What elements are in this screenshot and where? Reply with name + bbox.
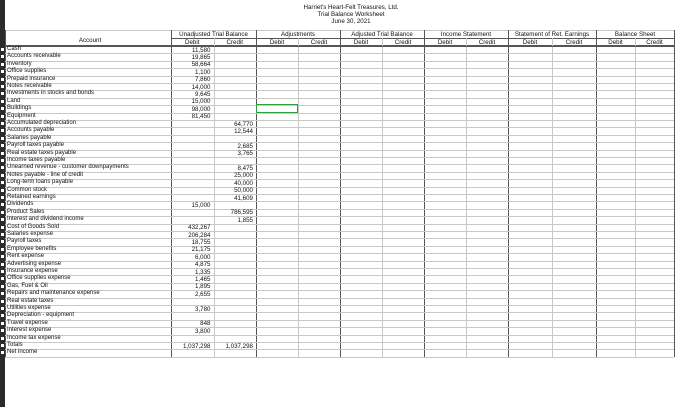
row-header-marker [1, 122, 4, 125]
unadjusted-credit-cell[interactable]: 64,770 [234, 120, 253, 128]
row-line [5, 253, 674, 254]
unadjusted-debit-cell[interactable]: 58,664 [191, 61, 211, 69]
row-header-marker [1, 218, 4, 221]
unadjusted-debit-cell[interactable]: 9,645 [195, 90, 211, 98]
row-header-marker [1, 322, 4, 325]
unadjusted-credit-cell[interactable]: 12,544 [234, 127, 253, 135]
credit-header: Credit [565, 38, 583, 46]
row-header-marker [1, 189, 4, 192]
account-name[interactable]: Buildings [7, 105, 32, 112]
row-header-marker [1, 233, 4, 236]
row-line [5, 231, 674, 232]
row-line [5, 150, 674, 151]
company-name: Harriet's Heart-Felt Treasures, Ltd. [303, 4, 399, 11]
unadjusted-debit-cell[interactable]: 1,100 [195, 68, 211, 76]
unadjusted-debit-cell[interactable]: 432,267 [188, 224, 211, 232]
row-line [5, 246, 674, 247]
row-header-marker [1, 277, 4, 280]
account-name[interactable]: Cash [7, 46, 22, 52]
row-line [5, 283, 674, 284]
account-name[interactable]: Insurance expense [7, 268, 58, 274]
account-name[interactable]: Travel expense [7, 319, 48, 326]
row-header-marker [1, 300, 4, 303]
row-line [5, 349, 674, 350]
account-name[interactable]: Investments in stocks and bonds [7, 90, 95, 97]
debit-header: Debit [608, 38, 623, 46]
row-header-marker [1, 337, 4, 340]
unadjusted-debit-cell[interactable]: 1,335 [195, 268, 211, 276]
unadjusted-debit-cell[interactable]: 1,895 [195, 283, 211, 291]
row-line [5, 342, 674, 343]
unadjusted-debit-cell[interactable]: 15,000 [191, 98, 211, 106]
unadjusted-debit-cell[interactable]: 848 [200, 320, 211, 328]
row-line [5, 298, 674, 299]
row-header-marker [1, 85, 4, 88]
row-header-marker [1, 314, 4, 317]
row-line [5, 53, 674, 54]
row-header-marker [1, 55, 4, 58]
row-header-marker [1, 292, 4, 295]
account-name[interactable]: Notes payable - line of credit [7, 171, 84, 178]
row-line [5, 187, 674, 188]
row-header-marker [1, 263, 4, 266]
account-name[interactable]: Prepaid insurance [7, 75, 56, 82]
account-name[interactable]: Totals [7, 342, 23, 348]
account-column-header: Account [78, 37, 102, 44]
unadjusted-debit-cell[interactable]: 81,450 [191, 113, 211, 121]
unadjusted-debit-cell[interactable]: 14,000 [191, 83, 211, 91]
unadjusted-debit-cell[interactable]: 1,465 [195, 275, 211, 283]
row-header-marker [1, 196, 4, 199]
row-header-marker [1, 174, 4, 177]
unadjusted-debit-cell[interactable]: 3,800 [195, 327, 211, 335]
row-line [5, 312, 674, 313]
account-name[interactable]: Cost of Goods Sold [7, 223, 60, 230]
row-header-marker [1, 115, 4, 118]
debit-header: Debit [353, 38, 369, 46]
unadjusted-debit-cell[interactable]: 21,175 [191, 246, 211, 254]
row-header-marker [1, 107, 4, 110]
row-line [5, 201, 674, 202]
debit-header: Debit [437, 38, 453, 46]
row-line [5, 135, 674, 136]
row-header-marker [1, 203, 4, 206]
row-line [5, 275, 674, 276]
account-name[interactable]: Inventory [7, 60, 32, 67]
unadjusted-debit-cell[interactable]: 3,780 [195, 305, 211, 313]
account-name[interactable]: Repairs and maintenance expense [7, 290, 100, 297]
debit-credit-divider [466, 38, 467, 357]
row-header-marker [1, 255, 4, 258]
row-header-marker [1, 307, 4, 310]
row-line [5, 290, 674, 291]
account-name[interactable]: Income tax expense [7, 334, 61, 341]
row-line [5, 90, 674, 91]
row-line [5, 320, 674, 321]
unadjusted-debit-cell[interactable]: 2,655 [195, 290, 211, 298]
unadjusted-credit-cell[interactable]: 41,609 [234, 194, 253, 202]
account-name[interactable]: Salaries expense [7, 231, 54, 237]
account-name[interactable]: Product Sales [7, 208, 45, 215]
account-name[interactable]: Rent expense [7, 253, 45, 260]
account-name[interactable]: Payroll taxes payable [7, 142, 65, 149]
row-header-marker [1, 285, 4, 288]
account-name[interactable]: Net income [7, 349, 38, 356]
account-name[interactable]: Gas, Fuel & Oil [7, 282, 48, 289]
account-name[interactable]: Income taxes payable [7, 157, 66, 163]
selected-cell[interactable] [256, 104, 298, 113]
credit-header: Credit [226, 38, 244, 46]
unadjusted-credit-cell[interactable]: 786,595 [230, 209, 253, 217]
row-header-marker [1, 351, 4, 354]
debit-header: Debit [185, 38, 200, 46]
row-header-marker [1, 226, 4, 229]
row-header-marker [1, 137, 4, 140]
row-line [5, 224, 674, 225]
row-header-marker [1, 344, 4, 347]
row-line [5, 46, 674, 47]
unadjusted-credit-cell[interactable]: 3,765 [237, 150, 253, 158]
row-line [5, 142, 674, 143]
row-header-marker [1, 329, 4, 332]
debit-credit-divider [635, 38, 636, 357]
unadjusted-credit-cell[interactable]: 25,000 [234, 172, 253, 180]
worksheet-date: June 30, 2021 [331, 18, 371, 25]
debit-header: Debit [269, 38, 285, 46]
row-line [5, 335, 674, 336]
row-header-marker [1, 159, 4, 162]
unadjusted-debit-cell[interactable]: 4,875 [195, 261, 211, 269]
account-name[interactable]: Dividends [7, 201, 34, 208]
row-line [5, 357, 674, 358]
account-name[interactable]: Office supplies [7, 68, 47, 75]
account-name[interactable]: Accumulated depreciation [7, 120, 77, 126]
row-line [5, 216, 674, 217]
credit-header: Credit [310, 38, 328, 46]
row-line [5, 113, 674, 114]
row-header-marker [1, 211, 4, 214]
row-header-marker [1, 240, 4, 243]
row-line [5, 68, 674, 69]
unadjusted-debit-cell[interactable]: 206,284 [188, 231, 211, 239]
row-line [5, 238, 674, 239]
row-header-marker [1, 166, 4, 169]
row-line [5, 157, 674, 158]
account-name[interactable]: Unearned revenue - customer downpayments [7, 164, 129, 171]
row-line [5, 261, 674, 262]
account-name[interactable]: Accounts receivable [7, 53, 61, 60]
row-header-marker [1, 248, 4, 251]
debit-credit-divider [382, 38, 383, 357]
unadjusted-debit-cell[interactable]: 15,000 [191, 201, 211, 209]
account-name[interactable]: Advertising expense [7, 260, 62, 267]
group-header: Unadjusted Trial Balance [179, 31, 248, 38]
group-header: Statement of Ret. Earnings [514, 31, 590, 38]
row-header-marker [1, 129, 4, 132]
debit-credit-divider [552, 38, 553, 357]
account-name[interactable]: Equipment [7, 112, 36, 119]
unadjusted-credit-cell[interactable]: 1,037,298 [225, 342, 253, 350]
unadjusted-credit-cell[interactable]: 50,000 [234, 187, 253, 195]
row-header-marker [1, 70, 4, 73]
row-header-marker [1, 63, 4, 66]
unadjusted-credit-cell[interactable]: 1,855 [237, 216, 253, 224]
account-name[interactable]: Utilities expense [7, 305, 51, 311]
account-name[interactable]: Long-term loans payable [7, 179, 74, 186]
row-line [5, 105, 674, 106]
account-name[interactable]: Payroll taxes [7, 238, 42, 245]
unadjusted-credit-cell[interactable]: 8,475 [237, 164, 253, 172]
debit-credit-divider [214, 38, 215, 357]
right-border [674, 30, 675, 357]
account-name[interactable]: Interest expense [7, 327, 52, 334]
row-line [5, 76, 674, 77]
row-line [5, 127, 674, 128]
row-line [5, 172, 674, 173]
row-header-marker [1, 78, 4, 81]
debit-header: Debit [522, 38, 538, 46]
row-header-marker [1, 181, 4, 184]
row-line [5, 83, 674, 84]
account-name[interactable]: Real estate taxes payable [7, 149, 77, 156]
account-name[interactable]: Retained earnings [7, 194, 56, 200]
account-name[interactable]: Accounts payable [7, 127, 55, 134]
unadjusted-debit-cell[interactable]: 18,755 [191, 238, 211, 246]
credit-header: Credit [478, 38, 496, 46]
account-name[interactable]: Office supplies expense [7, 275, 71, 282]
row-header-marker [1, 100, 4, 103]
group-header: Income Statement [440, 31, 492, 38]
credit-header: Credit [394, 38, 412, 46]
group-header: Adjusted Trial Balance [351, 31, 413, 38]
debit-credit-divider [298, 38, 299, 357]
row-header-marker [1, 48, 4, 51]
account-name[interactable]: Depreciation - equipment [7, 312, 75, 319]
unadjusted-debit-cell[interactable]: 7,860 [195, 76, 211, 84]
row-line [5, 194, 674, 195]
unadjusted-debit-cell[interactable]: 98,000 [191, 105, 211, 113]
group-header: Balance Sheet [614, 31, 656, 38]
row-header-marker [1, 144, 4, 147]
row-line [5, 98, 674, 99]
row-line [5, 305, 674, 306]
row-line [5, 61, 674, 62]
unadjusted-credit-cell[interactable]: 2,685 [237, 142, 253, 150]
unadjusted-debit-cell[interactable]: 11,580 [192, 46, 211, 54]
account-name[interactable]: Notes receivable [7, 83, 52, 89]
unadjusted-debit-cell[interactable]: 1,037,298 [182, 342, 211, 350]
unadjusted-debit-cell[interactable]: 19,865 [191, 53, 211, 61]
unadjusted-credit-cell[interactable]: 40,000 [234, 179, 253, 187]
group-header: Adjustments [280, 31, 316, 38]
row-line [5, 327, 674, 328]
account-name[interactable]: Land [7, 97, 21, 104]
row-header-marker [1, 152, 4, 155]
row-line [5, 209, 674, 210]
account-name[interactable]: Common stock [7, 186, 48, 193]
account-name[interactable]: Interest and dividend income [7, 216, 84, 223]
row-line [5, 179, 674, 180]
row-header-marker [1, 92, 4, 95]
worksheet-title: Trial Balance Worksheet [317, 11, 385, 18]
row-header-marker [1, 270, 4, 273]
row-line [5, 268, 674, 269]
account-name[interactable]: Salaries payable [7, 134, 52, 141]
account-name[interactable]: Employee benefits [7, 245, 57, 252]
row-line [5, 120, 674, 121]
credit-header: Credit [646, 38, 663, 46]
account-name[interactable]: Real estate taxes [7, 297, 54, 304]
unadjusted-debit-cell[interactable]: 6,000 [195, 253, 211, 261]
